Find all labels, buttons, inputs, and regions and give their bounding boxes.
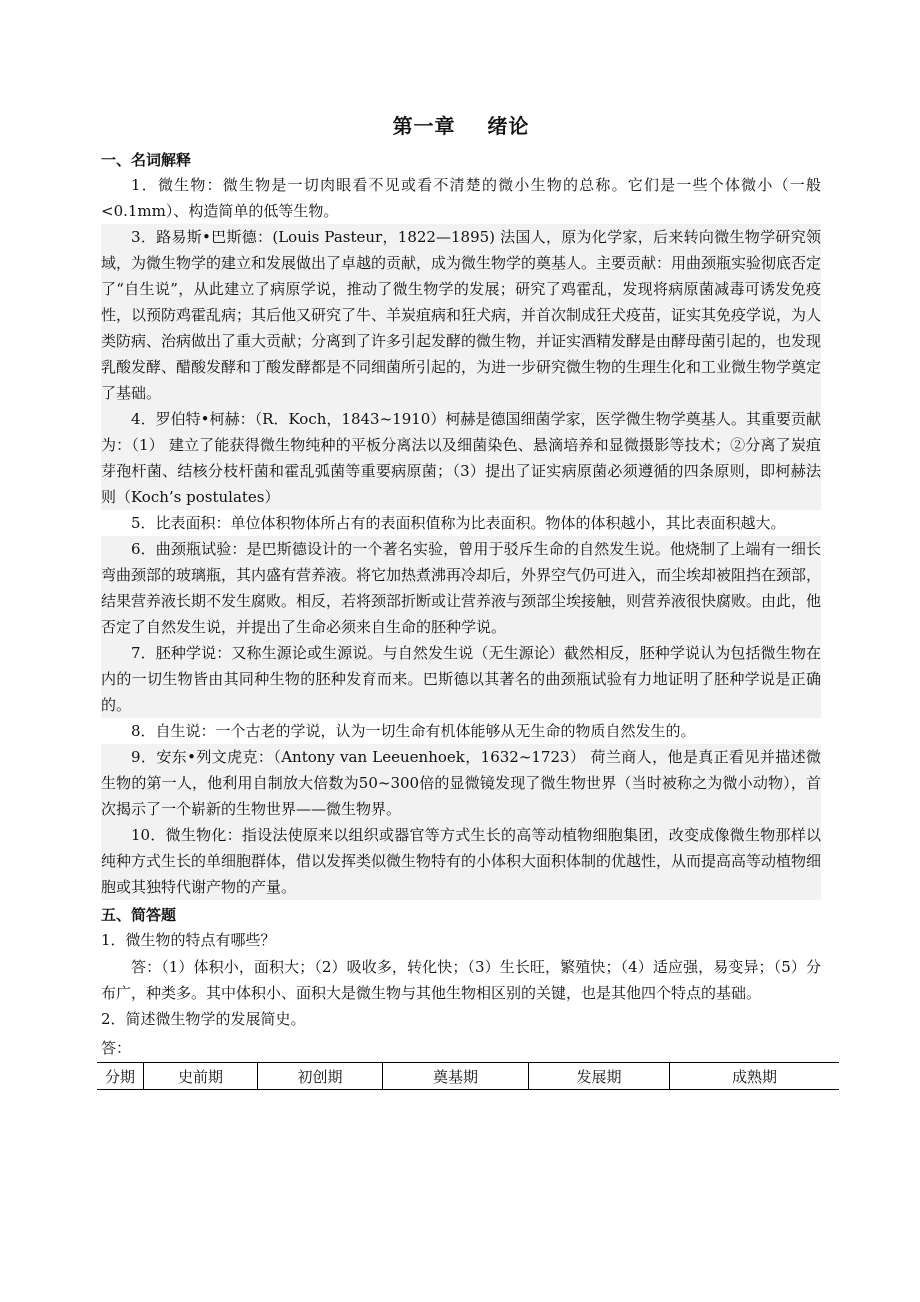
table-header-cell: 奠基期 xyxy=(383,1063,529,1090)
section-heading-definitions: 一、名词解释 xyxy=(101,151,192,169)
definition-pasteur: 3．路易斯•巴斯德：(Louis Pasteur，1822—1895) 法国人，原为化学家，后来转向微生物学研究领域，为微生物学的建立和发展做出了卓越的贡献，成为微生物学的奠基人。主要贡献：用曲颈瓶实验彻底否定了“自生说”，从此建立了病原学说，推动了微生物学的发展；研究了鸡霍乱，发现将病原菌减毒可诱发免疫性，以预防鸡霍乱病；其后他又研究了牛、羊炭疽病和狂犬病，并首次制成狂犬疫苗，证实其免疫学说，为人类防病、治病做出了重大贡献；分离到了许多引起发酵的微生物，并证实酒精发酵是由酵母菌引起的，也发现乳酸发酵、醋酸发酵和丁酸发酵都是不同细菌所引起的，为进一步研究微生物的生理生化和工业微生物学奠定了基础。 xyxy=(101,224,821,406)
section-heading-short-answer: 五、简答题 xyxy=(101,906,177,924)
answer-1: 答：（1）体积小，面积大；（2）吸收多，转化快；（3）生长旺，繁殖快；（4）适应强，易变异；（5）分布广，种类多。其中体积小、面积大是微生物与其他生物相区别的关键，也是其他四个特点的基础。 xyxy=(101,958,821,1002)
definition-microbialization: 10．微生物化：指设法使原来以组织或器官等方式生长的高等动植物细胞集团，改变成像微生物那样以纯种方式生长的单细胞群体，借以发挥类似微生物特有的小体积大面积体制的优越性，从而提高高等动植物细胞或其独特代谢产物的产量。 xyxy=(101,822,821,900)
table-header-cell: 史前期 xyxy=(144,1063,258,1090)
development-periods-table xyxy=(97,1062,839,1090)
table-header-cell: 发展期 xyxy=(529,1063,670,1090)
table-row xyxy=(97,1063,839,1090)
definition-germ-theory: 7．胚种学说：又称生源论或生源说。与自然发生说（无生源论）截然相反，胚种学说认为包括微生物在内的一切生物皆由其同种生物的胚种发育而来。巴斯德以其著名的曲颈瓶试验有力地证明了胚种学说是正确的。 xyxy=(101,640,821,718)
definition-specific-surface-area: 5．比表面积：单位体积物体所占有的表面积值称为比表面积。物体的体积越小，其比表面积越大。 xyxy=(131,514,786,532)
table-header-cell: 分期 xyxy=(97,1063,144,1090)
definition-koch: 4．罗伯特•柯赫：（R．Koch，1843~1910）柯赫是德国细菌学家，医学微生物学奠基人。其重要贡献为：（1） 建立了能获得微生物纯种的平板分离法以及细菌染色、悬滴培养和显微摄影等技术；②分离了炭疽芽孢杆菌、结核分枝杆菌和霍乱弧菌等重要病原菌；（3）提出了证实病原菌必须遵循的四条原则，即柯赫法则（Koch’s postulates） xyxy=(101,406,821,510)
definition-microorganism: 1．微生物：微生物是一切肉眼看不见或看不清楚的微小生物的总称。它们是一些个体微小（一般<0.1mm）、构造简单的低等生物。 xyxy=(101,176,821,220)
definition-spontaneous-generation: 8．自生说：一个古老的学说，认为一切生命有机体能够从无生命的物质自然发生的。 xyxy=(131,722,696,740)
definition-swan-neck-flask: 6．曲颈瓶试验：是巴斯德设计的一个著名实验，曾用于驳斥生命的自然发生说。他烧制了上端有一细长弯曲颈部的玻璃瓶，其内盛有营养液。将它加热煮沸再冷却后，外界空气仍可进入，而尘埃却被阻挡在颈部，结果营养液长期不发生腐败。相反，若将颈部折断或让营养液与颈部尘埃接触，则营养液很快腐败。由此，他否定了自然发生说，并提出了生命必须来自生命的胚种学说。 xyxy=(101,536,821,640)
table-header-cell: 成熟期 xyxy=(670,1063,840,1090)
definition-leeuwenhoek: 9．安东•列文虎克：（Antony van Leeuenhoek，1632~1723） 荷兰商人，他是真正看见并描述微生物的第一人，他利用自制放大倍数为50~300倍的显微镜发现了微生物世界（当时被称之为微小动物），首次揭示了一个崭新的生物世界——微生物界。 xyxy=(101,744,821,822)
question-2: 2．简述微生物学的发展简史。 xyxy=(101,1010,306,1028)
question-1: 1．微生物的特点有哪些？ xyxy=(101,931,276,949)
document-content xyxy=(101,110,821,1090)
table-header-cell: 初创期 xyxy=(258,1063,383,1090)
answer-2-label: 答： xyxy=(101,1039,132,1057)
chapter-title: 第一章 绪论 xyxy=(392,114,530,138)
